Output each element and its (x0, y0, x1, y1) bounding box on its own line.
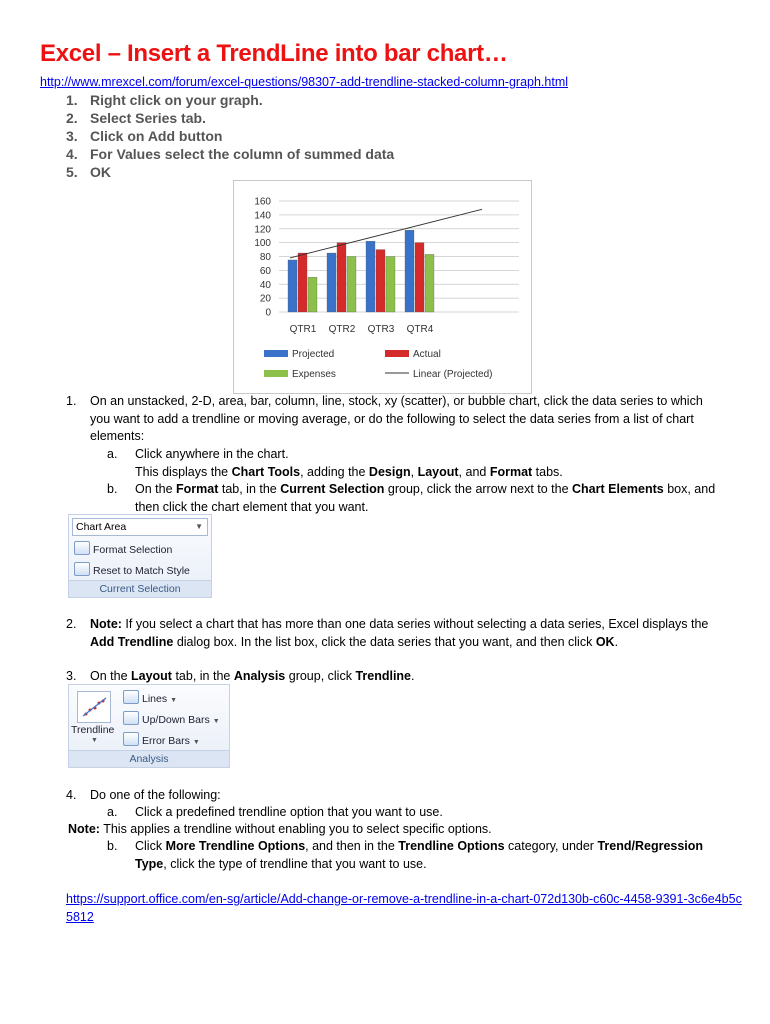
item-letter: a. (107, 447, 118, 461)
y-tick-label: 80 (259, 252, 271, 263)
legend-swatch (264, 350, 288, 357)
y-tick-label: 140 (254, 210, 271, 222)
legend-swatch (264, 370, 288, 377)
lines-icon (123, 690, 139, 704)
x-tick-label: QTR1 (289, 324, 317, 335)
y-tick-label: 0 (265, 307, 271, 319)
analysis-ribbon (68, 684, 230, 768)
item-4 (66, 787, 726, 805)
item-4a (107, 804, 727, 822)
item-1 (66, 393, 726, 446)
item-letter: a. (107, 805, 118, 819)
item-text: Note: If you select a chart that has more than one data series without selecting a data series, Excel displays the Add Trendline dialog box. In the list box, click the data series that you want, and then click OK. (90, 617, 709, 649)
item-text: Do one of the following: (90, 788, 221, 802)
mrexcel-link[interactable]: http://www.mrexcel.com/forum/excel-questions/98307-add-trendline-stacked-column-graph.html (40, 75, 569, 89)
group-label: Analysis (69, 750, 229, 767)
y-tick-label: 40 (259, 279, 271, 291)
item-text: Click More Trendline Options, and then in the Trendline Options category, under Trend/Regression Type, click the type of trendline that you want to use. (135, 839, 704, 871)
step-number: 1. (66, 92, 78, 108)
bar-expenses-qtr3 (386, 257, 395, 313)
item-text-2: This displays the Chart Tools, adding the Design, Layout, and Format tabs. (135, 464, 563, 479)
bar-projected-qtr4 (405, 230, 414, 312)
item-number: 4. (66, 788, 77, 802)
step-text: Click on Add button (90, 128, 223, 144)
bar-actual-qtr1 (298, 253, 307, 312)
chevron-down-icon[interactable]: ▼ (195, 522, 203, 531)
item-4b (107, 838, 727, 873)
step-number: 4. (66, 146, 78, 162)
y-tick-label: 60 (259, 265, 271, 277)
step-3 (66, 128, 222, 144)
x-tick-label: QTR4 (406, 324, 434, 335)
chart-canvas (234, 181, 531, 393)
item-text: Click a predefined trendline option that you want to use. (135, 805, 443, 819)
up-down-bars-icon (123, 711, 139, 725)
item-3 (66, 668, 726, 686)
trendline-label[interactable]: Trendline (71, 724, 115, 736)
item-number: 2. (66, 617, 77, 631)
item-letter: b. (107, 482, 118, 496)
legend-label: Expenses (292, 369, 336, 380)
chevron-down-icon: ▼ (212, 718, 220, 725)
legend-label: Actual (413, 349, 441, 360)
step-number: 2. (66, 110, 78, 126)
chevron-down-icon: ▼ (170, 697, 178, 704)
trendline-icon (80, 694, 108, 720)
bar-projected-qtr2 (327, 253, 336, 312)
step-text: Select Series tab. (90, 110, 206, 126)
step-number: 5. (66, 164, 78, 180)
item-text: Click anywhere in the chart. (135, 447, 289, 461)
error-bars-button[interactable]: Error Bars ▼ (123, 732, 200, 747)
bar-actual-qtr4 (415, 243, 424, 312)
item-letter: b. (107, 839, 118, 853)
trendline-button[interactable] (77, 691, 111, 723)
chart-elements-dropdown[interactable]: Chart Area ▼ (72, 518, 208, 536)
step-text: For Values select the column of summed data (90, 146, 395, 162)
bar-projected-qtr1 (288, 260, 297, 312)
chevron-down-icon: ▼ (192, 739, 200, 746)
item-number: 1. (66, 394, 77, 408)
bar-projected-qtr3 (366, 241, 375, 312)
reset-style-icon (74, 562, 90, 576)
step-5 (66, 164, 111, 180)
item-text: On the Format tab, in the Current Selection group, click the arrow next to the Chart Elements box, and then click the chart element that you want. (135, 482, 716, 514)
bar-expenses-qtr1 (308, 277, 317, 312)
bar-expenses-qtr4 (425, 254, 434, 312)
reset-to-match-style-button[interactable]: Reset to Match Style (74, 562, 190, 577)
item-text: On the Layout tab, in the Analysis group, click Trendline. (90, 669, 415, 683)
step-4 (66, 146, 394, 162)
item-1a (107, 446, 727, 481)
step-text: Right click on your graph. (90, 92, 263, 108)
item-2 (66, 616, 726, 651)
item-1b (107, 481, 727, 516)
x-tick-label: QTR3 (367, 324, 395, 335)
format-selection-icon (74, 541, 90, 555)
format-selection-button[interactable]: Format Selection (74, 541, 172, 556)
up-down-bars-button[interactable]: Up/Down Bars ▼ (123, 711, 220, 726)
step-number: 3. (66, 128, 78, 144)
lines-button[interactable]: Lines ▼ (123, 690, 177, 705)
legend-swatch (385, 350, 409, 357)
step-1 (66, 92, 263, 108)
page-title: Excel – Insert a TrendLine into bar chart… (40, 40, 508, 67)
note-4: Note: This applies a trendline without enabling you to select specific options. (68, 822, 492, 836)
office-support-link[interactable]: https://support.office.com/en-sg/article/Add-change-or-remove-a-trendline-in-a-chart-072d130b-c60c-4458-9391-3c6e4b5c5812 (66, 892, 742, 924)
y-tick-label: 120 (254, 224, 271, 236)
chevron-down-icon[interactable]: ▼ (91, 737, 98, 744)
y-tick-label: 160 (254, 196, 271, 208)
group-label: Current Selection (69, 580, 211, 597)
y-tick-label: 20 (259, 293, 271, 305)
step-2 (66, 110, 206, 126)
x-tick-label: QTR2 (328, 324, 356, 335)
legend-label: Projected (292, 349, 335, 360)
legend-label: Linear (Projected) (413, 369, 493, 380)
item-number: 3. (66, 669, 77, 683)
bar-expenses-qtr2 (347, 257, 356, 313)
y-tick-label: 100 (254, 238, 271, 250)
step-text: OK (90, 164, 111, 180)
bar-chart[interactable] (233, 180, 532, 394)
trendline (290, 209, 482, 258)
current-selection-ribbon (68, 514, 212, 598)
item-text: On an unstacked, 2-D, area, bar, column, line, stock, xy (scatter), or bubble chart, click the data series to which you want to add a trendline or moving average, or do the following to select the data series from a list of chart elements: (90, 394, 703, 444)
error-bars-icon (123, 732, 139, 746)
bar-actual-qtr2 (337, 243, 346, 312)
bar-actual-qtr3 (376, 250, 385, 312)
